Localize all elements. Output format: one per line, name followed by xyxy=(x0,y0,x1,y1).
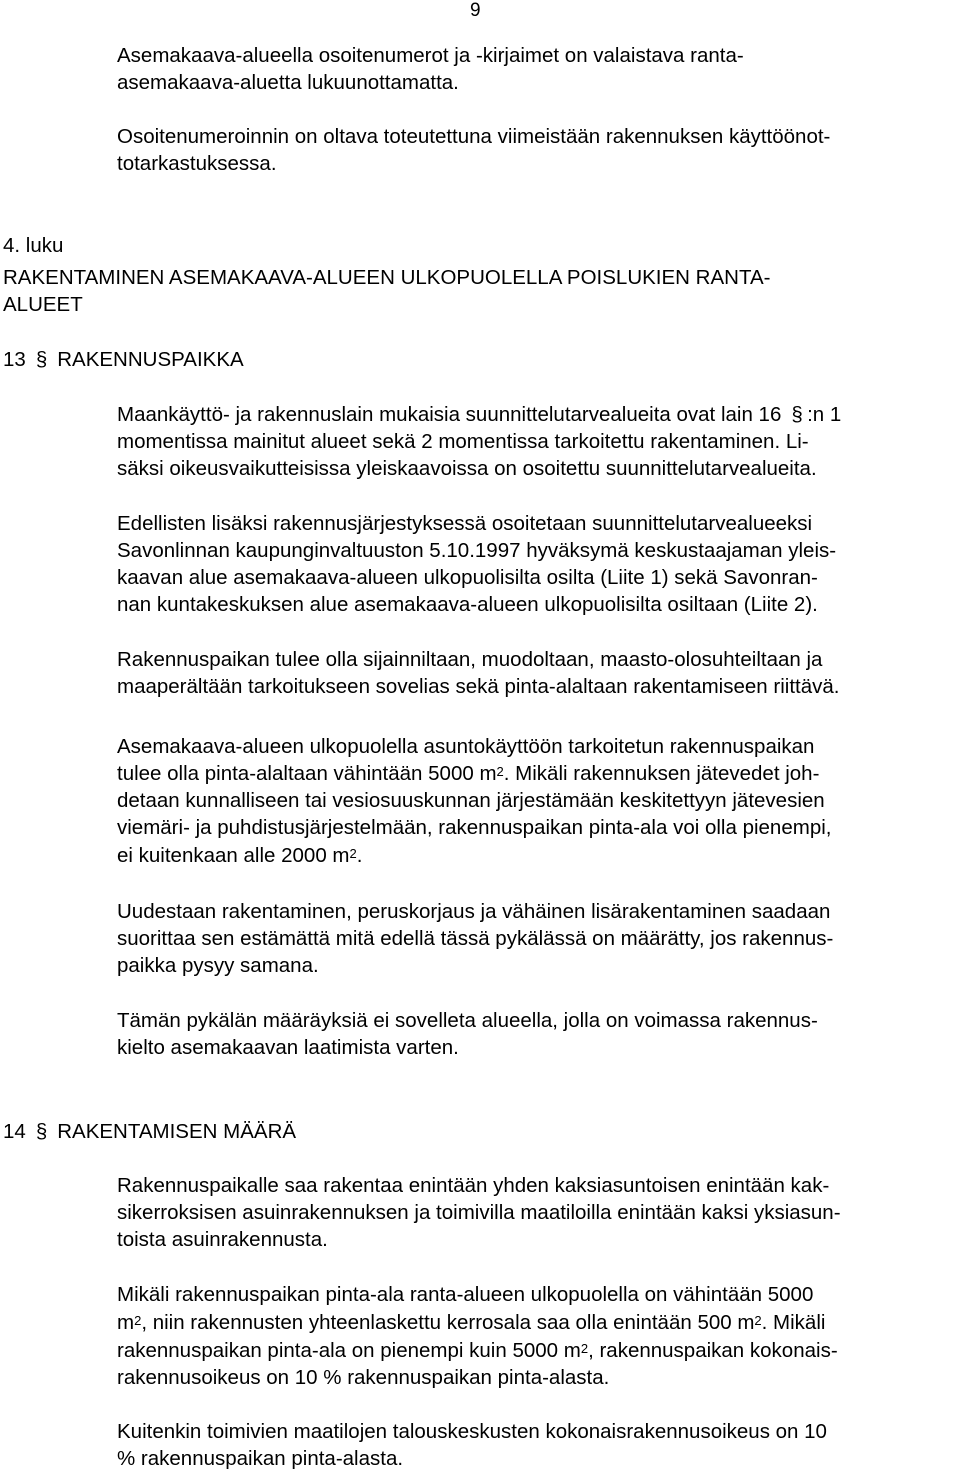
text-line xyxy=(117,842,362,869)
superscript: 2 xyxy=(754,1313,762,1328)
chapter-title-line: RAKENTAMINEN ASEMAKAAVA-ALUEEN ULKOPUOLELLA POISLUKIEN RANTA- xyxy=(3,266,771,289)
text-line: Osoitenumeroinnin on oltava toteutettuna viimeistään rakennuksen käyttöönot- xyxy=(117,125,831,148)
superscript: 2 xyxy=(496,764,504,779)
section-sign: § xyxy=(35,348,48,371)
text-fragment: , rakennuspaikan kokonais- xyxy=(588,1339,838,1362)
text-line: momentissa mainitut alueet sekä 2 momentissa tarkoitettu rakentaminen. Li- xyxy=(117,430,809,453)
superscript: 2 xyxy=(134,1313,142,1328)
text-fragment: . Mikäli xyxy=(761,1311,826,1334)
text-line: kielto asemakaavan laatimista varten. xyxy=(117,1036,459,1059)
text-line xyxy=(117,401,841,428)
text-fragment: ei kuitenkaan alle 2000 m xyxy=(117,844,350,867)
text-line: maaperältään tarkoitukseen sovelias sekä pinta-alaltaan rakentamiseen riittävä. xyxy=(117,675,840,698)
text-line: suorittaa sen estämättä mitä edellä tässä pykälässä on määrätty, jos rakennus- xyxy=(117,927,834,950)
text-line: rakennusoikeus on 10 % rakennuspaikan pinta-alasta. xyxy=(117,1366,610,1389)
section-number: 13 xyxy=(3,348,26,371)
text-fragment: Maankäyttö- ja rakennuslain mukaisia suunnittelutarvealueita ovat lain 16 xyxy=(117,403,782,426)
text-line: asemakaava-aluetta lukuunottamatta. xyxy=(117,71,459,94)
text-fragment: m xyxy=(117,1311,135,1334)
section-sign: § xyxy=(35,1120,48,1143)
text-line: Edellisten lisäksi rakennusjärjestyksessä osoitetaan suunnittelutarvealueeksi xyxy=(117,512,813,535)
text-line: detaan kunnalliseen tai vesiosuuskunnan järjestämään keskitettyyn jätevesien xyxy=(117,789,825,812)
text-line: Asemakaava-alueen ulkopuolella asuntokäyttöön tarkoitetun rakennuspaikan xyxy=(117,735,815,758)
text-fragment: . Mikäli rakennuksen jätevedet joh- xyxy=(503,762,820,785)
text-line: Asemakaava-alueella osoitenumerot ja -kirjaimet on valaistava ranta- xyxy=(117,44,744,67)
text-line: säksi oikeusvaikutteisissa yleiskaavoissa on osoitettu suunnittelutarvealueita. xyxy=(117,457,817,480)
superscript: 2 xyxy=(349,846,357,861)
text-line: viemäri- ja puhdistusjärjestelmään, rakennuspaikan pinta-ala voi olla pienempi, xyxy=(117,816,832,839)
section-number: 14 xyxy=(3,1120,26,1143)
text-line: Rakennuspaikan tulee olla sijainniltaan, muodoltaan, maasto-olosuhteiltaan ja xyxy=(117,648,823,671)
text-fragment: :n 1 xyxy=(807,403,842,426)
text-line xyxy=(117,1337,838,1364)
text-line: % rakennuspaikan pinta-alasta. xyxy=(117,1447,404,1470)
page-number: 9 xyxy=(470,0,481,21)
text-line: sikerroksisen asuinrakennuksen ja toimivilla maatiloilla enintään kaksi yksiasun- xyxy=(117,1201,841,1224)
section-13-heading xyxy=(3,346,244,373)
text-line xyxy=(117,1309,825,1336)
text-line: Rakennuspaikalle saa rakentaa enintään yhden kaksiasuntoisen enintään kak- xyxy=(117,1174,830,1197)
section-title: RAKENTAMISEN MÄÄRÄ xyxy=(57,1120,297,1143)
text-line: toista asuinrakennusta. xyxy=(117,1228,328,1251)
text-line: nan kuntakeskuksen alue asemakaava-alueen ulkopuolisilta osiltaan (Liite 2). xyxy=(117,593,818,616)
text-fragment: , niin rakennusten yhteenlaskettu kerrosala saa olla enintään 500 m xyxy=(141,1311,755,1334)
text-fragment: . xyxy=(356,844,363,867)
text-line: kaavan alue asemakaava-alueen ulkopuolisilta osilta (Liite 1) sekä Savonran- xyxy=(117,566,818,589)
text-line: Mikäli rakennuspaikan pinta-ala ranta-alueen ulkopuolella on vähintään 5000 xyxy=(117,1283,814,1306)
text-line: Savonlinnan kaupunginvaltuuston 5.10.1997 hyväksymä keskustaajaman yleis- xyxy=(117,539,837,562)
chapter-title-line: ALUEET xyxy=(3,293,83,316)
text-line: paikka pysyy samana. xyxy=(117,954,319,977)
section-14-heading xyxy=(3,1118,296,1145)
text-fragment: rakennuspaikan pinta-ala on pienempi kuin 5000 m xyxy=(117,1339,581,1362)
section-sign: § xyxy=(791,403,803,426)
text-line xyxy=(117,760,819,787)
text-line: Tämän pykälän määräyksiä ei sovelleta alueella, jolla on voimassa rakennus- xyxy=(117,1009,818,1032)
superscript: 2 xyxy=(580,1341,589,1356)
text-fragment: tulee olla pinta-alaltaan vähintään 5000 m xyxy=(117,762,497,785)
chapter-number: 4. luku xyxy=(3,234,64,257)
text-line: totarkastuksessa. xyxy=(117,152,277,175)
text-line: Uudestaan rakentaminen, peruskorjaus ja vähäinen lisärakentaminen saadaan xyxy=(117,900,831,923)
text-line: Kuitenkin toimivien maatilojen talouskeskusten kokonaisrakennusoikeus on 10 xyxy=(117,1420,827,1443)
section-title: RAKENNUSPAIKKA xyxy=(57,348,244,371)
